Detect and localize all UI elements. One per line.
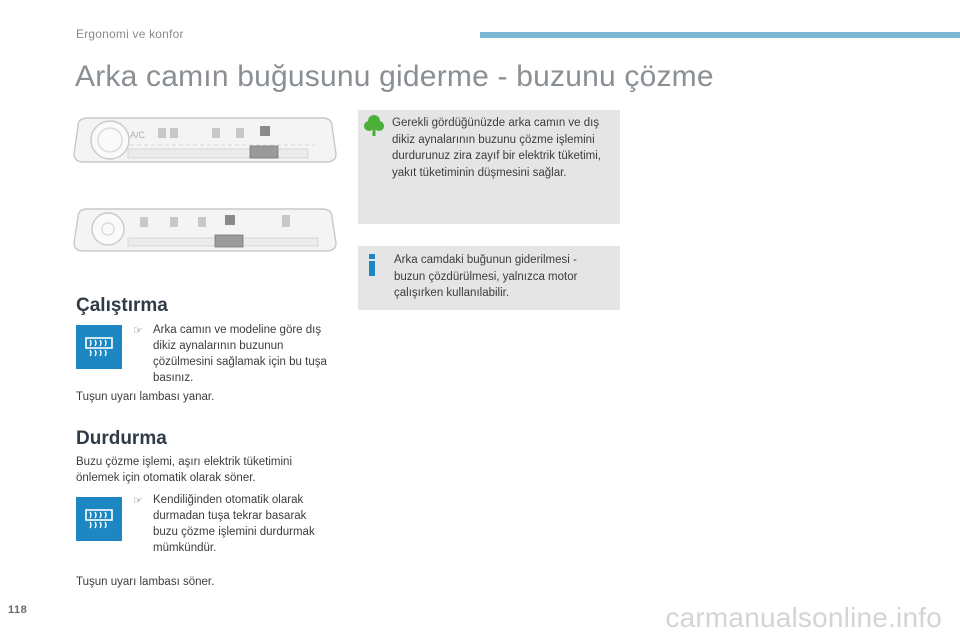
header-accent-bar [480, 32, 960, 38]
info-note-text: Arka camdaki buğunun giderilmesi - buzun çözdürülmesi, yalnızca motor çalışırken kullanılabilir. [394, 254, 578, 299]
rear-defrost-button-icon [76, 325, 122, 369]
watermark: carmanualsonline.info [665, 602, 942, 633]
durdurma-heading: Durdurma [76, 428, 167, 449]
ac-label: A/C [130, 130, 146, 140]
section-label: Ergonomi ve konfor [76, 27, 184, 41]
calistirma-bullet-text: Arka camın ve modeline göre dış dikiz aynalarının buzunun çözülmesini sağlamak için bu tuşa basınız. [153, 324, 327, 384]
rear-defrost-icon [84, 508, 114, 530]
finger-pointer-icon: ☞ [133, 325, 143, 337]
info-icon [366, 254, 378, 281]
rear-defrost-button-icon-2 [76, 497, 122, 541]
page-number: 118 [8, 604, 28, 616]
calistirma-heading: Çalıştırma [76, 295, 168, 316]
durdurma-intro-text: Buzu çözme işlemi, aşırı elektrik tüketimini önlemek için otomatik olarak söner. [76, 456, 293, 484]
page-title: Arka camın buğusunu giderme - buzunu çözme [75, 60, 714, 93]
control-panel-upper-illustration [70, 112, 340, 170]
control-panel-lower-illustration [70, 205, 340, 259]
tree-icon [364, 114, 384, 143]
durdurma-result-text: Tuşun uyarı lambası söner. [76, 576, 215, 588]
calistirma-result-text: Tuşun uyarı lambası yanar. [76, 391, 215, 403]
rear-defrost-icon [84, 336, 114, 358]
eco-note-text: Gerekli gördüğünüzde arka camın ve dış dikiz aynalarının buzunu çözme işlemini durdurunuz zira zayıf bir elektrik tüketimi, yakıt tüketiminin düşmesini sağlar. [392, 117, 601, 179]
durdurma-bullet-text: Kendiliğinden otomatik olarak durmadan tuşa tekrar basarak buzu çözme işlemini durdurmak mümkündür. [153, 494, 315, 554]
finger-pointer-icon: ☞ [133, 495, 143, 507]
